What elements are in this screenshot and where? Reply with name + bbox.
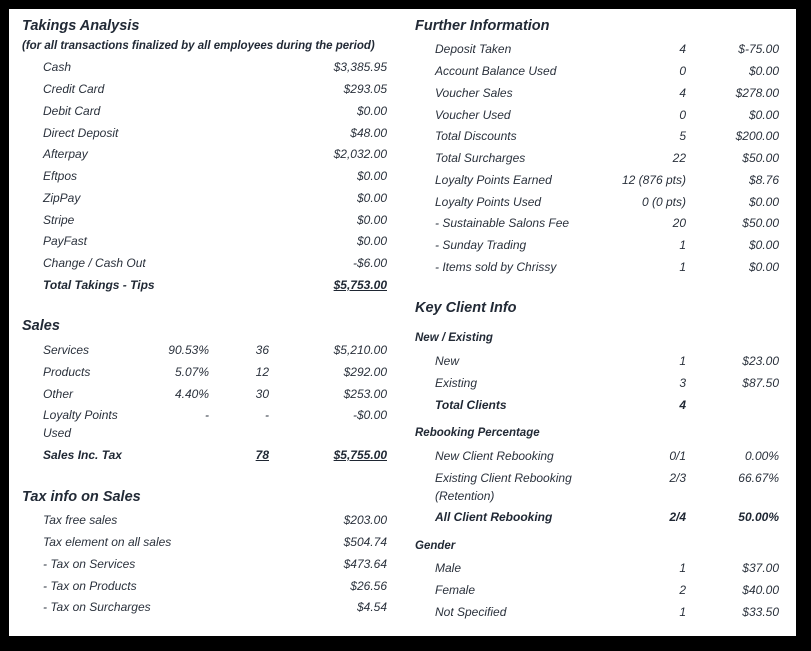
takings-row: ZipPay $0.00 [43, 191, 387, 205]
further-row: Loyalty Points Used 0 (0 pts) $0.00 [435, 195, 779, 209]
gender-row: Male 1 $37.00 [435, 561, 779, 575]
takings-row: Direct Deposit $48.00 [43, 126, 387, 140]
tax-title: Tax info on Sales [22, 489, 141, 505]
all-rebooking-row: All Client Rebooking 2/4 50.00% [435, 510, 779, 524]
client-row: New 1 $23.00 [435, 354, 779, 368]
further-row: - Items sold by Chrissy 1 $0.00 [435, 260, 779, 274]
rebooking-row: Existing Client Rebooking (Retention) 2/3 66.67% [435, 471, 779, 503]
takings-title: Takings Analysis [22, 18, 140, 34]
rebooking-title: Rebooking Percentage [415, 427, 540, 439]
tax-row: Tax free sales $203.00 [43, 513, 387, 527]
sales-total-row: Sales Inc. Tax 78 $5,755.00 [43, 448, 387, 462]
rebooking-row: New Client Rebooking 0/1 0.00% [435, 449, 779, 463]
further-title: Further Information [415, 18, 550, 34]
sales-row: Loyalty Points Used - - -$0.00 [43, 408, 387, 440]
tax-row: Tax element on all sales $504.74 [43, 535, 387, 549]
further-row: Total Discounts 5 $200.00 [435, 129, 779, 143]
further-row: - Sunday Trading 1 $0.00 [435, 238, 779, 252]
further-row: Deposit Taken 4 $-75.00 [435, 42, 779, 56]
takings-row: Debit Card $0.00 [43, 104, 387, 118]
further-row: Total Surcharges 22 $50.00 [435, 151, 779, 165]
report-panel [9, 9, 796, 636]
takings-row: PayFast $0.00 [43, 234, 387, 248]
sales-row: Services 90.53% 36 $5,210.00 [43, 343, 387, 357]
takings-row: Cash $3,385.95 [43, 60, 387, 74]
takings-row: Eftpos $0.00 [43, 169, 387, 183]
gender-row: Not Specified 1 $33.50 [435, 605, 779, 619]
takings-total-row: Total Takings - Tips $5,753.00 [43, 278, 387, 292]
further-row: Voucher Used 0 $0.00 [435, 108, 779, 122]
takings-row: Stripe $0.00 [43, 213, 387, 227]
gender-title: Gender [415, 540, 456, 552]
sales-row: Products 5.07% 12 $292.00 [43, 365, 387, 379]
sales-title: Sales [22, 318, 60, 334]
total-clients-row: Total Clients 4 [435, 398, 686, 412]
further-row: Loyalty Points Earned 12 (876 pts) $8.76 [435, 173, 779, 187]
tax-row: - Tax on Services $473.64 [43, 557, 387, 571]
client-row: Existing 3 $87.50 [435, 376, 779, 390]
tax-row: - Tax on Products $26.56 [43, 579, 387, 593]
further-row: - Sustainable Salons Fee 20 $50.00 [435, 216, 779, 230]
tax-row: - Tax on Surcharges $4.54 [43, 600, 387, 614]
takings-subtitle: (for all transactions finalized by all employees during the period) [22, 40, 375, 52]
takings-row: Afterpay $2,032.00 [43, 147, 387, 161]
gender-row: Female 2 $40.00 [435, 583, 779, 597]
client-title: Key Client Info [415, 300, 517, 316]
sales-row: Other 4.40% 30 $253.00 [43, 387, 387, 401]
takings-row: Credit Card $293.05 [43, 82, 387, 96]
takings-row: Change / Cash Out -$6.00 [43, 256, 387, 270]
new-existing-title: New / Existing [415, 332, 493, 344]
further-row: Account Balance Used 0 $0.00 [435, 64, 779, 78]
further-row: Voucher Sales 4 $278.00 [435, 86, 779, 100]
